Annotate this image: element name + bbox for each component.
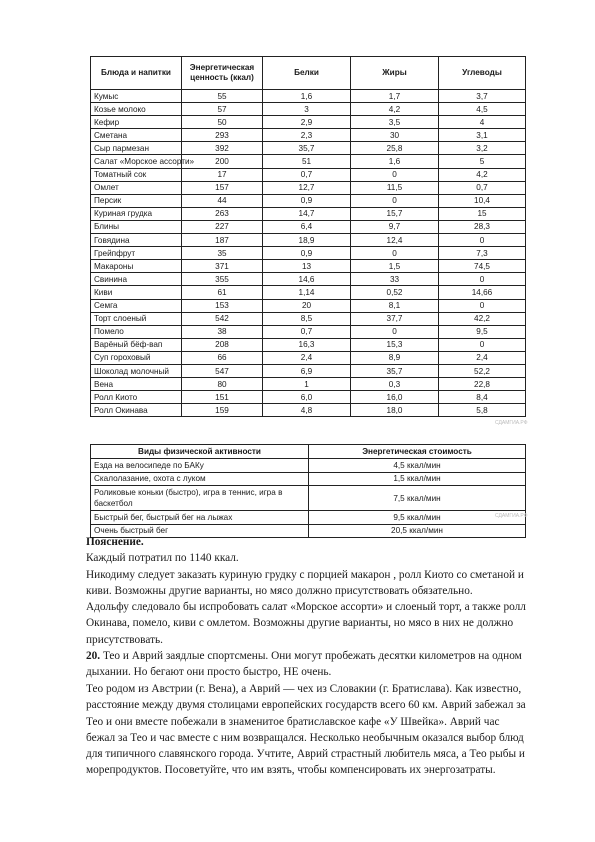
dish-name-cell: Персик bbox=[91, 194, 182, 207]
dish-name-cell: Киви bbox=[91, 286, 182, 299]
value-cell: 17 bbox=[182, 168, 263, 181]
dish-name-cell: Сыр пармезан bbox=[91, 142, 182, 155]
value-cell: 1,6 bbox=[263, 90, 351, 103]
value-cell: 61 bbox=[182, 286, 263, 299]
task-body-block bbox=[86, 681, 526, 779]
food-table-row bbox=[91, 299, 526, 312]
energy-cost-cell: 7,5 ккал/мин bbox=[309, 486, 526, 511]
value-cell: 35,7 bbox=[351, 364, 439, 377]
dish-name-cell: Томатный сок bbox=[91, 168, 182, 181]
value-cell: 11,5 bbox=[351, 181, 439, 194]
dish-name-cell: Торт слоеный bbox=[91, 312, 182, 325]
food-nutrition-table bbox=[90, 56, 526, 417]
value-cell: 9,5 bbox=[439, 325, 526, 338]
value-cell: 151 bbox=[182, 391, 263, 404]
food-table-row bbox=[91, 364, 526, 377]
activity-energy-table bbox=[90, 444, 526, 538]
explanation-line-3: Адольфу следовало бы испробовать салат «Морское ассорти» и слоеный торт, а также ролл Окинава, помело, киви с омлетом. Возможны другие варианты, но мясо в них не должно присутствовать. bbox=[86, 601, 526, 646]
food-table-row bbox=[91, 312, 526, 325]
value-cell: 14,66 bbox=[439, 286, 526, 299]
value-cell: 2,3 bbox=[263, 129, 351, 142]
value-cell: 547 bbox=[182, 364, 263, 377]
food-table-row bbox=[91, 378, 526, 391]
header-energy: Энергетическая ценность (ккал) bbox=[182, 57, 263, 90]
value-cell: 208 bbox=[182, 338, 263, 351]
value-cell: 6,9 bbox=[263, 364, 351, 377]
dish-name-cell: Семга bbox=[91, 299, 182, 312]
header-activity: Виды физической активности bbox=[91, 445, 309, 459]
value-cell: 52,2 bbox=[439, 364, 526, 377]
value-cell: 4,8 bbox=[263, 404, 351, 417]
dish-name-cell: Суп гороховый bbox=[91, 351, 182, 364]
value-cell: 12,7 bbox=[263, 181, 351, 194]
food-table-row bbox=[91, 351, 526, 364]
food-table-header-row bbox=[91, 57, 526, 90]
value-cell: 15 bbox=[439, 207, 526, 220]
dish-name-cell: Варёный бёф-вап bbox=[91, 338, 182, 351]
value-cell: 51 bbox=[263, 155, 351, 168]
food-table-row bbox=[91, 273, 526, 286]
activity-name-cell: Скалолазание, охота с луком bbox=[91, 472, 309, 486]
task-intro-text: Тео и Аврий заядлые спортсмены. Они могут пробежать десятки километров на одном дыхании. Но бегают они просто быстро, НЕ очень. bbox=[86, 650, 522, 679]
food-table-row bbox=[91, 391, 526, 404]
food-table-row bbox=[91, 338, 526, 351]
activity-name-cell: Роликовые коньки (быстро), игра в теннис, игра в баскетбол bbox=[91, 486, 309, 511]
dish-name-cell: Вена bbox=[91, 378, 182, 391]
activity-name-cell: Быстрый бег, быстрый бег на лыжах bbox=[91, 511, 309, 525]
value-cell: 1 bbox=[263, 378, 351, 391]
food-table-row bbox=[91, 325, 526, 338]
value-cell: 10,4 bbox=[439, 194, 526, 207]
header-energy-cost: Энергетическая стоимость bbox=[309, 445, 526, 459]
watermark: СДАМГИА.РФ bbox=[495, 420, 528, 426]
value-cell: 263 bbox=[182, 207, 263, 220]
food-table-row bbox=[91, 404, 526, 417]
value-cell: 66 bbox=[182, 351, 263, 364]
value-cell: 8,9 bbox=[351, 351, 439, 364]
value-cell: 80 bbox=[182, 378, 263, 391]
header-carbs: Углеводы bbox=[439, 57, 526, 90]
dish-name-cell: Ролл Окинава bbox=[91, 404, 182, 417]
food-table-row bbox=[91, 260, 526, 273]
energy-cost-cell: 9,5 ккал/мин bbox=[309, 511, 526, 525]
food-table-row bbox=[91, 181, 526, 194]
activity-table-body bbox=[91, 459, 526, 538]
value-cell: 0,9 bbox=[263, 194, 351, 207]
value-cell: 5,8 bbox=[439, 404, 526, 417]
value-cell: 293 bbox=[182, 129, 263, 142]
value-cell: 44 bbox=[182, 194, 263, 207]
value-cell: 8,1 bbox=[351, 299, 439, 312]
activity-name-cell: Очень быстрый бег bbox=[91, 524, 309, 538]
value-cell: 20 bbox=[263, 299, 351, 312]
food-table-row bbox=[91, 207, 526, 220]
food-table-row bbox=[91, 286, 526, 299]
value-cell: 0 bbox=[351, 168, 439, 181]
activity-table-row bbox=[91, 459, 526, 473]
value-cell: 4,2 bbox=[351, 103, 439, 116]
food-table-row bbox=[91, 116, 526, 129]
energy-cost-cell: 4,5 ккал/мин bbox=[309, 459, 526, 473]
value-cell: 55 bbox=[182, 90, 263, 103]
value-cell: 0 bbox=[351, 247, 439, 260]
value-cell: 187 bbox=[182, 234, 263, 247]
task-intro bbox=[86, 648, 526, 681]
value-cell: 0 bbox=[439, 234, 526, 247]
header-fat: Жиры bbox=[351, 57, 439, 90]
value-cell: 6,0 bbox=[263, 391, 351, 404]
task-body: Тео родом из Австрии (г. Вена), а Аврий — чех из Словакии (г. Братислава). Как известно, расстояние между двумя столицами европейских государств всего 60 км. Аврий забежал за Тео и они вместе побежали в знаменитое братиславское кафе «У Швейка». Аврий час бежал за Тео и час вместе с ним возвращался. Несколько необычным оказался выбор блюд для типичного славянского города. Учтите, Аврий страстный любитель мяса, а Тео рыбы и морепродуктов. Посоветуйте, что им взять, чтобы компенсировать их энергозатраты. bbox=[86, 683, 526, 777]
value-cell: 35 bbox=[182, 247, 263, 260]
explanation-line-1: Каждый потратил по 1140 ккал. bbox=[86, 552, 239, 565]
value-cell: 4,2 bbox=[439, 168, 526, 181]
value-cell: 392 bbox=[182, 142, 263, 155]
value-cell: 42,2 bbox=[439, 312, 526, 325]
value-cell: 542 bbox=[182, 312, 263, 325]
value-cell: 9,7 bbox=[351, 220, 439, 233]
food-table-row bbox=[91, 220, 526, 233]
value-cell: 3,2 bbox=[439, 142, 526, 155]
value-cell: 1,5 bbox=[351, 260, 439, 273]
value-cell: 0,7 bbox=[263, 168, 351, 181]
dish-name-cell: Шоколад молочный bbox=[91, 364, 182, 377]
value-cell: 159 bbox=[182, 404, 263, 417]
energy-cost-cell: 20,5 ккал/мин bbox=[309, 524, 526, 538]
dish-name-cell: Кефир bbox=[91, 116, 182, 129]
value-cell: 13 bbox=[263, 260, 351, 273]
value-cell: 15,7 bbox=[351, 207, 439, 220]
dish-name-cell: Блины bbox=[91, 220, 182, 233]
food-table-row bbox=[91, 234, 526, 247]
value-cell: 35,7 bbox=[263, 142, 351, 155]
value-cell: 30 bbox=[351, 129, 439, 142]
dish-name-cell: Свинина bbox=[91, 273, 182, 286]
dish-name-cell: Омлет bbox=[91, 181, 182, 194]
value-cell: 227 bbox=[182, 220, 263, 233]
explanation-block bbox=[86, 534, 526, 681]
value-cell: 14,7 bbox=[263, 207, 351, 220]
activity-table-row bbox=[91, 486, 526, 511]
value-cell: 2,4 bbox=[263, 351, 351, 364]
value-cell: 16,3 bbox=[263, 338, 351, 351]
value-cell: 0,7 bbox=[263, 325, 351, 338]
value-cell: 37,7 bbox=[351, 312, 439, 325]
value-cell: 5 bbox=[439, 155, 526, 168]
food-table-row bbox=[91, 142, 526, 155]
value-cell: 15,3 bbox=[351, 338, 439, 351]
value-cell: 50 bbox=[182, 116, 263, 129]
dish-name-cell: Сметана bbox=[91, 129, 182, 142]
dish-name-cell: Куриная грудка bbox=[91, 207, 182, 220]
header-dish: Блюда и напитки bbox=[91, 57, 182, 90]
value-cell: 33 bbox=[351, 273, 439, 286]
value-cell: 1,6 bbox=[351, 155, 439, 168]
value-cell: 6,4 bbox=[263, 220, 351, 233]
watermark: СДАМГИА.РФ bbox=[495, 513, 528, 519]
dish-name-cell: Грейпфрут bbox=[91, 247, 182, 260]
value-cell: 4 bbox=[439, 116, 526, 129]
value-cell: 16,0 bbox=[351, 391, 439, 404]
energy-cost-cell: 1,5 ккал/мин bbox=[309, 472, 526, 486]
food-table-body bbox=[91, 90, 526, 417]
value-cell: 8,5 bbox=[263, 312, 351, 325]
value-cell: 371 bbox=[182, 260, 263, 273]
value-cell: 0 bbox=[439, 299, 526, 312]
food-table-row bbox=[91, 129, 526, 142]
value-cell: 14,6 bbox=[263, 273, 351, 286]
dish-name-cell: Помело bbox=[91, 325, 182, 338]
food-table-row bbox=[91, 155, 526, 168]
value-cell: 0 bbox=[351, 325, 439, 338]
value-cell: 25,8 bbox=[351, 142, 439, 155]
task-number: 20. bbox=[86, 650, 101, 663]
value-cell: 0,9 bbox=[263, 247, 351, 260]
value-cell: 1,14 bbox=[263, 286, 351, 299]
food-table-row bbox=[91, 194, 526, 207]
dish-name-cell: Салат «Морское ассорти» bbox=[91, 155, 182, 168]
dish-name-cell: Козье молоко bbox=[91, 103, 182, 116]
value-cell: 157 bbox=[182, 181, 263, 194]
value-cell: 12,4 bbox=[351, 234, 439, 247]
value-cell: 2,9 bbox=[263, 116, 351, 129]
value-cell: 200 bbox=[182, 155, 263, 168]
activity-table-row bbox=[91, 472, 526, 486]
value-cell: 18,0 bbox=[351, 404, 439, 417]
explanation-heading: Пояснение. bbox=[86, 536, 144, 548]
activity-name-cell: Езда на велосипеде по БАКу bbox=[91, 459, 309, 473]
value-cell: 153 bbox=[182, 299, 263, 312]
value-cell: 38 bbox=[182, 325, 263, 338]
explanation-line-2: Никодиму следует заказать куриную грудку с порцией макарон , ролл Киото со сметаной и киви. Возможны другие варианты, но мясо должно присутствовать обязательно. bbox=[86, 568, 524, 597]
dish-name-cell: Ролл Киото bbox=[91, 391, 182, 404]
value-cell: 18,9 bbox=[263, 234, 351, 247]
value-cell: 22,8 bbox=[439, 378, 526, 391]
value-cell: 0,7 bbox=[439, 181, 526, 194]
value-cell: 0,52 bbox=[351, 286, 439, 299]
dish-name-cell: Макароны bbox=[91, 260, 182, 273]
value-cell: 0 bbox=[439, 273, 526, 286]
activity-table-row bbox=[91, 511, 526, 525]
dish-name-cell: Говядина bbox=[91, 234, 182, 247]
activity-table-header-row bbox=[91, 445, 526, 459]
value-cell: 0 bbox=[439, 338, 526, 351]
value-cell: 8,4 bbox=[439, 391, 526, 404]
header-protein: Белки bbox=[263, 57, 351, 90]
value-cell: 7,3 bbox=[439, 247, 526, 260]
food-table-row bbox=[91, 103, 526, 116]
value-cell: 3,5 bbox=[351, 116, 439, 129]
food-table-row bbox=[91, 168, 526, 181]
value-cell: 0 bbox=[351, 194, 439, 207]
value-cell: 1,7 bbox=[351, 90, 439, 103]
value-cell: 74,5 bbox=[439, 260, 526, 273]
value-cell: 0,3 bbox=[351, 378, 439, 391]
value-cell: 4,5 bbox=[439, 103, 526, 116]
value-cell: 57 bbox=[182, 103, 263, 116]
food-table-row bbox=[91, 90, 526, 103]
food-table-row bbox=[91, 247, 526, 260]
value-cell: 3,1 bbox=[439, 129, 526, 142]
value-cell: 2,4 bbox=[439, 351, 526, 364]
value-cell: 3 bbox=[263, 103, 351, 116]
value-cell: 3,7 bbox=[439, 90, 526, 103]
value-cell: 28,3 bbox=[439, 220, 526, 233]
dish-name-cell: Кумыс bbox=[91, 90, 182, 103]
value-cell: 355 bbox=[182, 273, 263, 286]
